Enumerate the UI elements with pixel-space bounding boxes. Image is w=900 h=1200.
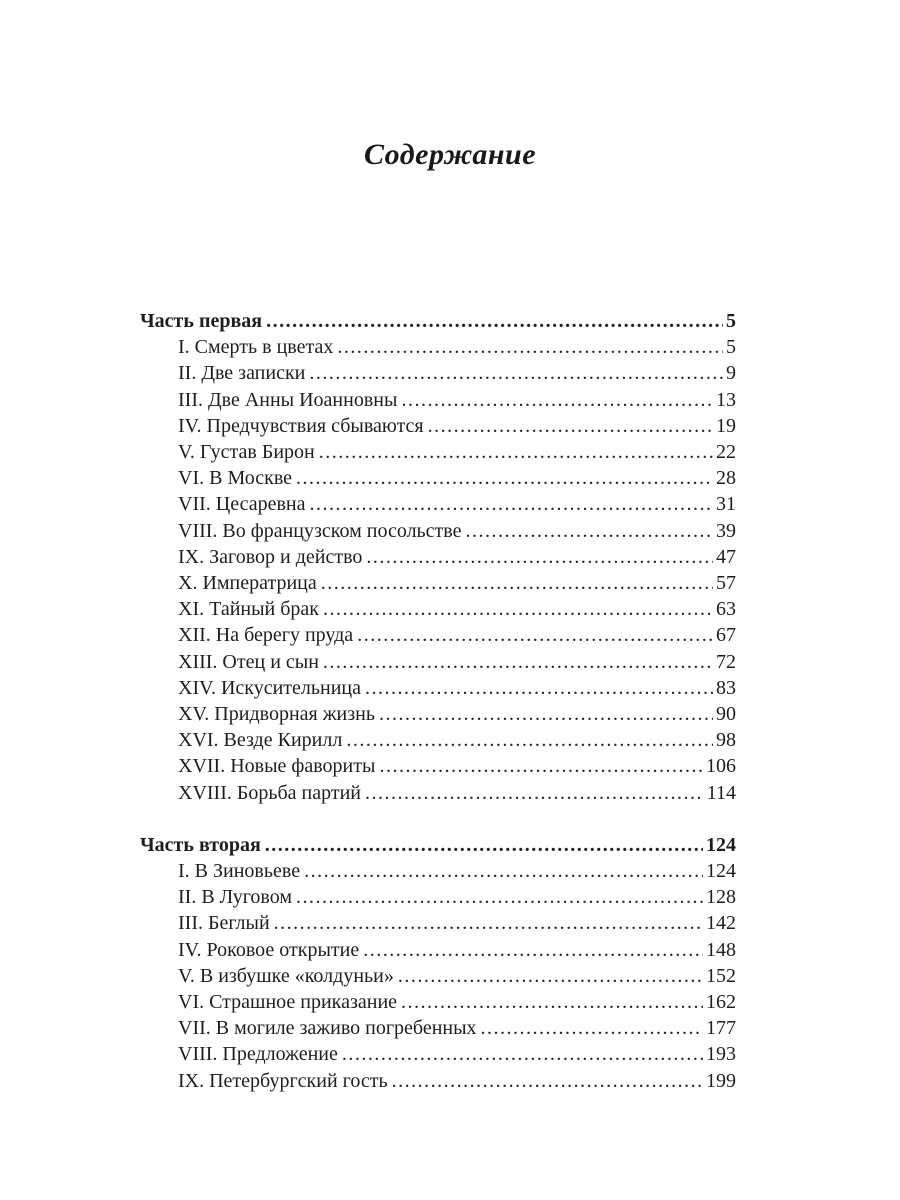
toc-entry-page-number: 9 (726, 362, 736, 385)
toc-entry-label: III. Беглый (178, 912, 270, 935)
toc-entry (140, 491, 736, 517)
dot-leader (366, 544, 713, 570)
toc-entry (140, 937, 736, 963)
toc-entry-label: XVIII. Борьба партий (178, 781, 361, 804)
toc-entry (140, 360, 736, 386)
toc-entry-label: VIII. Во французском посольстве (178, 519, 462, 542)
toc-entry-page-number: 152 (706, 964, 736, 987)
toc-entry (140, 622, 736, 648)
dot-leader (296, 465, 713, 491)
toc-entry-page-number: 162 (706, 991, 736, 1014)
toc-entry-label: XI. Тайный брак (178, 598, 320, 621)
toc-entry-label: XII. На берегу пруда (178, 624, 354, 647)
dot-leader (342, 1041, 703, 1067)
toc-entry (140, 518, 736, 544)
toc-entry-page-number: 67 (716, 624, 736, 647)
dot-leader (323, 649, 713, 675)
toc-entry (140, 387, 736, 413)
dot-leader (337, 334, 723, 360)
toc-entry-label: V. Густав Бирон (178, 441, 315, 464)
dot-leader (323, 596, 713, 622)
toc-entry (140, 858, 736, 884)
toc-section (140, 308, 736, 806)
toc (140, 308, 736, 1094)
toc-entry-page-number: 98 (716, 729, 736, 752)
toc-entry-page-number: 13 (716, 388, 736, 411)
toc-entry-page-number: 22 (716, 441, 736, 464)
toc-entry-page-number: 5 (726, 336, 736, 359)
toc-entry-label: VII. В могиле заживо погребенных (178, 1017, 477, 1040)
toc-entry (140, 1041, 736, 1067)
toc-entry-label: XVII. Новые фавориты (178, 755, 376, 778)
toc-entry-page-number: 114 (706, 781, 736, 804)
toc-entry-label: IX. Заговор и действо (178, 545, 363, 568)
toc-section (140, 832, 736, 1094)
toc-entry-page-number: 199 (706, 1069, 736, 1092)
toc-entry-label: IV. Предчувствия сбываются (178, 414, 424, 437)
toc-entry (140, 544, 736, 570)
toc-entry-label: XVI. Везде Кирилл (178, 729, 343, 752)
toc-entry-label: III. Две Анны Иоанновны (178, 388, 398, 411)
toc-section-heading-label: Часть первая (140, 310, 263, 332)
toc-entry-page-number: 177 (706, 1017, 736, 1040)
toc-entry-label: VIII. Предложение (178, 1043, 338, 1066)
toc-section-entries (140, 858, 736, 1094)
toc-entry-label: I. Смерть в цветах (178, 336, 334, 359)
dot-leader (466, 518, 714, 544)
toc-entry-page-number: 193 (706, 1043, 736, 1066)
dot-leader (266, 308, 723, 334)
toc-section-page-number: 124 (706, 833, 736, 856)
toc-entry (140, 334, 736, 360)
page-title: Содержание (363, 138, 537, 171)
dot-leader (401, 989, 703, 1015)
toc-entry-page-number: 128 (706, 886, 736, 909)
toc-entry-label: X. Императрица (178, 572, 317, 595)
toc-entry (140, 596, 736, 622)
toc-entry-page-number: 83 (716, 676, 736, 699)
dot-leader (309, 360, 723, 386)
toc-entry (140, 989, 736, 1015)
toc-entry (140, 753, 736, 779)
dot-leader (319, 439, 713, 465)
toc-entry-page-number: 63 (716, 598, 736, 621)
dot-leader (428, 413, 713, 439)
dot-leader (363, 937, 703, 963)
dot-leader (346, 727, 713, 753)
dot-leader (321, 570, 713, 596)
dot-leader (274, 910, 703, 936)
toc-entry-page-number: 148 (706, 938, 736, 961)
toc-entry-label: II. В Луговом (178, 886, 293, 909)
toc-section-page-number: 5 (726, 310, 736, 332)
toc-entry (140, 727, 736, 753)
toc-entry-label: VI. Страшное приказание (178, 991, 398, 1014)
dot-leader (265, 832, 703, 858)
toc-entry-page-number: 39 (716, 519, 736, 542)
toc-entry-label: XV. Придворная жизнь (178, 703, 375, 726)
toc-entry (140, 1068, 736, 1094)
toc-entry-page-number: 90 (716, 703, 736, 726)
toc-entry-label: IX. Петербургский гость (178, 1069, 388, 1092)
dot-leader (365, 675, 713, 701)
toc-entry-label: II. Две записки (178, 362, 306, 385)
toc-entry-label: XIII. Отец и сын (178, 650, 319, 673)
toc-entry (140, 1015, 736, 1041)
dot-leader (481, 1015, 703, 1041)
toc-entry-page-number: 106 (706, 755, 736, 778)
toc-entry (140, 701, 736, 727)
toc-entry-page-number: 28 (716, 467, 736, 490)
dot-leader (365, 780, 704, 806)
toc-entry (140, 649, 736, 675)
toc-entry-page-number: 72 (716, 650, 736, 673)
dot-leader (357, 622, 713, 648)
toc-entry (140, 963, 736, 989)
dot-leader (296, 884, 703, 910)
toc-entry-page-number: 19 (716, 414, 736, 437)
dot-leader (392, 1068, 703, 1094)
toc-entry-label: V. В избушке «колдуньи» (178, 964, 394, 987)
dot-leader (309, 491, 713, 517)
toc-section-heading (140, 832, 736, 858)
toc-entry-label: VI. В Москве (178, 467, 293, 490)
toc-section-entries (140, 334, 736, 806)
toc-entry (140, 780, 736, 806)
toc-entry-page-number: 142 (706, 912, 736, 935)
toc-entry (140, 570, 736, 596)
toc-section-heading (140, 308, 736, 334)
toc-entry (140, 413, 736, 439)
toc-entry-page-number: 124 (706, 860, 736, 883)
toc-entry (140, 675, 736, 701)
dot-leader (398, 963, 703, 989)
dot-leader (379, 753, 703, 779)
toc-entry-label: IV. Роковое открытие (178, 938, 360, 961)
toc-entry (140, 910, 736, 936)
toc-section-heading-label: Часть вторая (140, 833, 261, 856)
toc-entry-page-number: 57 (716, 572, 736, 595)
dot-leader (379, 701, 713, 727)
toc-entry-page-number: 47 (716, 545, 736, 568)
toc-entry (140, 465, 736, 491)
dot-leader (401, 387, 713, 413)
dot-leader (304, 858, 703, 884)
toc-entry-label: VII. Цесаревна (178, 493, 306, 516)
toc-entry-label: XIV. Искусительница (178, 676, 362, 699)
toc-entry-page-number: 31 (716, 493, 736, 516)
toc-entry-label: I. В Зиновьеве (178, 860, 301, 883)
toc-entry (140, 439, 736, 465)
toc-entry (140, 884, 736, 910)
